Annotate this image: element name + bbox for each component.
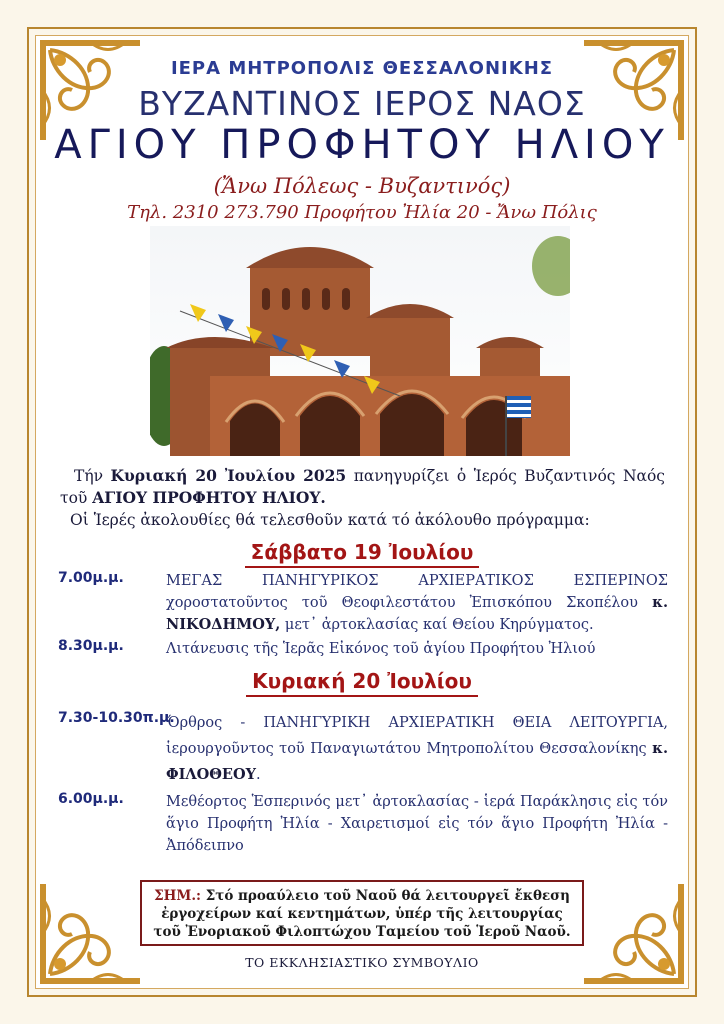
feast-temple-name: ΑΓΙΟΥ ΠΡΟΦΗΤΟΥ ΗΛΙΟΥ.	[92, 488, 326, 507]
metropolis-title: ΙΕΡΑ ΜΗΤΡΟΠΟΛΙΣ ΘΕΣΣΑΛΟΝΙΚΗΣ	[170, 58, 554, 79]
day-heading-sunday	[0, 669, 724, 697]
corner-ornament	[30, 874, 150, 994]
note-box	[140, 880, 584, 946]
event-time: 7.30-10.30π.μ.	[58, 710, 175, 726]
schedule-event	[58, 638, 668, 660]
event-text	[166, 570, 668, 636]
intro-text	[60, 465, 665, 531]
feast-date: Κυριακή 20 Ἰουλίου 2025	[110, 466, 347, 485]
intro-program-line: Οἱ Ἱερές ἀκολουθίες θά τελεσθοῦν κατά τό ἀκόλουθο πρόγραμμα:	[70, 511, 590, 529]
event-time: 6.00μ.μ.	[58, 791, 124, 807]
church-photo	[150, 226, 570, 456]
event-text: Λιτάνευσις τῆς Ἱερᾶς Εἰκόνος τοῦ ἁγίου Προφήτου Ἠλιού	[166, 641, 596, 657]
intro-pre: Τήν	[74, 467, 111, 485]
corner-ornament	[574, 874, 694, 994]
bishop-name: κ. ΝΙΚΟΔΗΜΟΥ,	[166, 594, 668, 633]
intro-mid: πανηγυρίζει ὁ Ἱερός Βυζαντινός Ναός τοῦ	[60, 467, 665, 507]
note-label: ΣΗΜ.:	[154, 888, 202, 904]
schedule-event	[58, 710, 668, 788]
day-heading-saturday	[0, 540, 724, 568]
day-label: Κυριακή 20 Ἰουλίου	[246, 669, 478, 697]
event-text-pre: Ὄρθρος - ΠΑΝΗΓΥΡΙΚΗ ΑΡΧΙΕΡΑΤΙΚΗ ΘΕΙΑ ΛΕΙΤΟΥΡΓΙΑ, ἱερουργοῦντος τοῦ Παναγιωτάτου Μητροπολίτου Θεσσαλονίκης	[166, 715, 668, 757]
temple-type: ΒΥΖΑΝΤΙΝΟΣ ΙΕΡΟΣ ΝΑΟΣ	[138, 84, 586, 123]
event-text: Μεθέορτος Ἑσπερινός μετ᾽ ἀρτοκλασίας - ἱερά Παράκλησις εἰς τόν ἅγιο Προφήτη Ἠλία - Χαιρετισμοί εἰς τόν ἅγιο Προφήτη Ἠλία - Ἀπόδειπνο	[166, 794, 668, 854]
event-text-post: .	[255, 767, 261, 783]
event-time: 8.30μ.μ.	[58, 638, 124, 654]
event-text-post: μετ᾽ ἀρτοκλασίας καί Θείου Κηρύγματος.	[280, 617, 594, 633]
temple-name: ΑΓΙΟΥ ΠΡΟΦΗΤΟΥ ΗΛΙΟΥ	[54, 122, 670, 168]
event-text-pre: ΜΕΓΑΣ ΠΑΝΗΓΥΡΙΚΟΣ ΑΡΧΙΕΡΑΤΙΚΟΣ ΕΣΠΕΡΙΝΟΣ χοροστατοῦντος τοῦ Θεοφιλεστάτου Ἐπισκόπου Σκοπέλου	[166, 573, 668, 611]
note-text: Στό προαύλειο τοῦ Ναοῦ θά λειτουργεῖ ἔκθεση ἐργοχείρων καί κεντημάτων, ὑπέρ τῆς λειτουργίας τοῦ Ἐνοριακοῦ Φιλοπτώχου Ταμείου τοῦ Ἱεροῦ Ναοῦ.	[153, 888, 571, 940]
event-time: 7.00μ.μ.	[58, 570, 124, 586]
day-label: Σάββατο 19 Ἰουλίου	[245, 540, 480, 568]
event-text	[166, 710, 668, 788]
schedule-event	[58, 570, 668, 636]
temple-location: (Ἄνω Πόλεως - Βυζαντινός)	[213, 174, 511, 198]
church-council-signature: ΤΟ ΕΚΚΛΗΣΙΑΣΤΙΚΟ ΣΥΜΒΟΥΛΙΟ	[245, 955, 479, 970]
metropolitan-name: κ. ΦΙΛΟΘΕΟΥ	[166, 740, 668, 783]
contact-info: Τηλ. 2310 273.790 Προφήτου Ἠλία 20 - Ἄνω Πόλις	[127, 202, 597, 223]
schedule-event	[58, 791, 668, 857]
